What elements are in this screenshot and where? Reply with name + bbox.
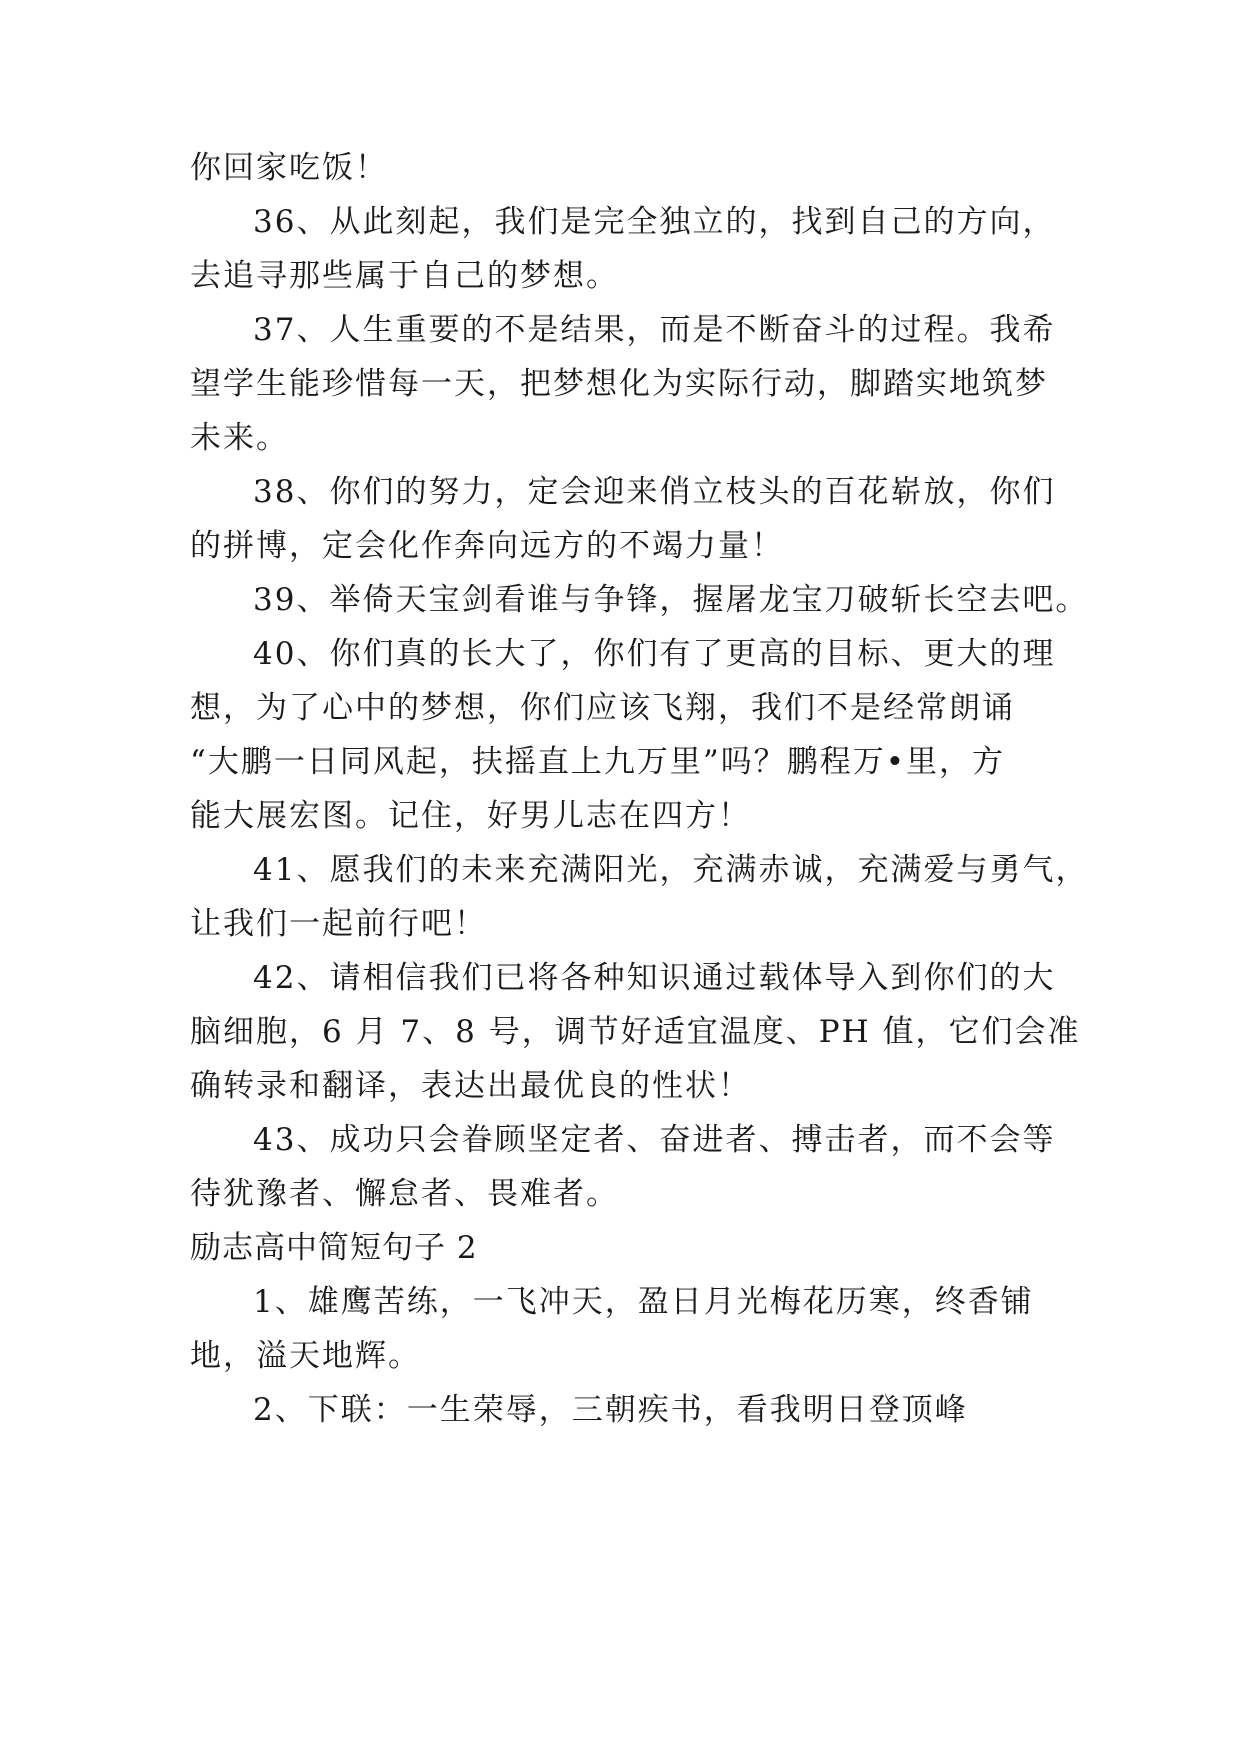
text-line: 38、你们的努力，定会迎来俏立枝头的百花崭放，你们: [253, 474, 1056, 510]
text-line: 1、雄鹰苦练，一飞冲天，盈日月光梅花历寒，终香铺: [253, 1284, 1034, 1320]
text-line: 望学生能珍惜每一天，把梦想化为实际行动，脚踏实地筑梦: [190, 366, 1048, 402]
text-line: 40、你们真的长大了，你们有了更高的目标、更大的理: [253, 636, 1056, 672]
text-line: 的拼博，定会化作奔向远方的不竭力量！: [190, 528, 784, 564]
text-line: 43、成功只会眷顾坚定者、奋进者、搏击者，而不会等: [253, 1122, 1056, 1158]
text-line: 让我们一起前行吧！: [190, 906, 487, 942]
text-line: 39、举倚天宝剑看谁与争锋，握屠龙宝刀破斩长空去吧。: [253, 582, 1089, 618]
text-line: 41、愿我们的未来充满阳光，充满赤诚，充满爱与勇气，: [253, 852, 1089, 888]
text-line: 42、请相信我们已将各种知识通过载体导入到你们的大: [253, 960, 1056, 996]
text-line: 去追寻那些属于自己的梦想。: [190, 258, 619, 294]
text-line: 36、从此刻起，我们是完全独立的，找到自己的方向，: [253, 204, 1056, 240]
text-line: 确转录和翻译，表达出最优良的性状！: [190, 1068, 751, 1104]
section-heading: 励志高中简短句子 2: [190, 1230, 478, 1266]
text-line: 未来。: [190, 420, 289, 456]
text-line: 能大展宏图。记住，好男儿志在四方！: [190, 798, 751, 834]
text-line: 2、下联：一生荣辱，三朝疾书，看我明日登顶峰: [253, 1392, 968, 1428]
text-line: 脑细胞，6 月 7、8 号，调节好适宜温度、PH 值，它们会准: [190, 1014, 1081, 1050]
text-line: 37、人生重要的不是结果，而是不断奋斗的过程。我希: [253, 312, 1056, 348]
text-line: 待犹豫者、懈怠者、畏难者。: [190, 1176, 619, 1212]
text-line: 地，溢天地辉。: [190, 1338, 421, 1374]
text-line: 你回家吃饭！: [190, 150, 388, 186]
text-line: 想，为了心中的梦想，你们应该飞翔，我们不是经常朗诵: [190, 690, 1015, 726]
text-line: “大鹏一日同风起，扶摇直上九万里”吗？鹏程万•里，方: [190, 744, 1005, 780]
